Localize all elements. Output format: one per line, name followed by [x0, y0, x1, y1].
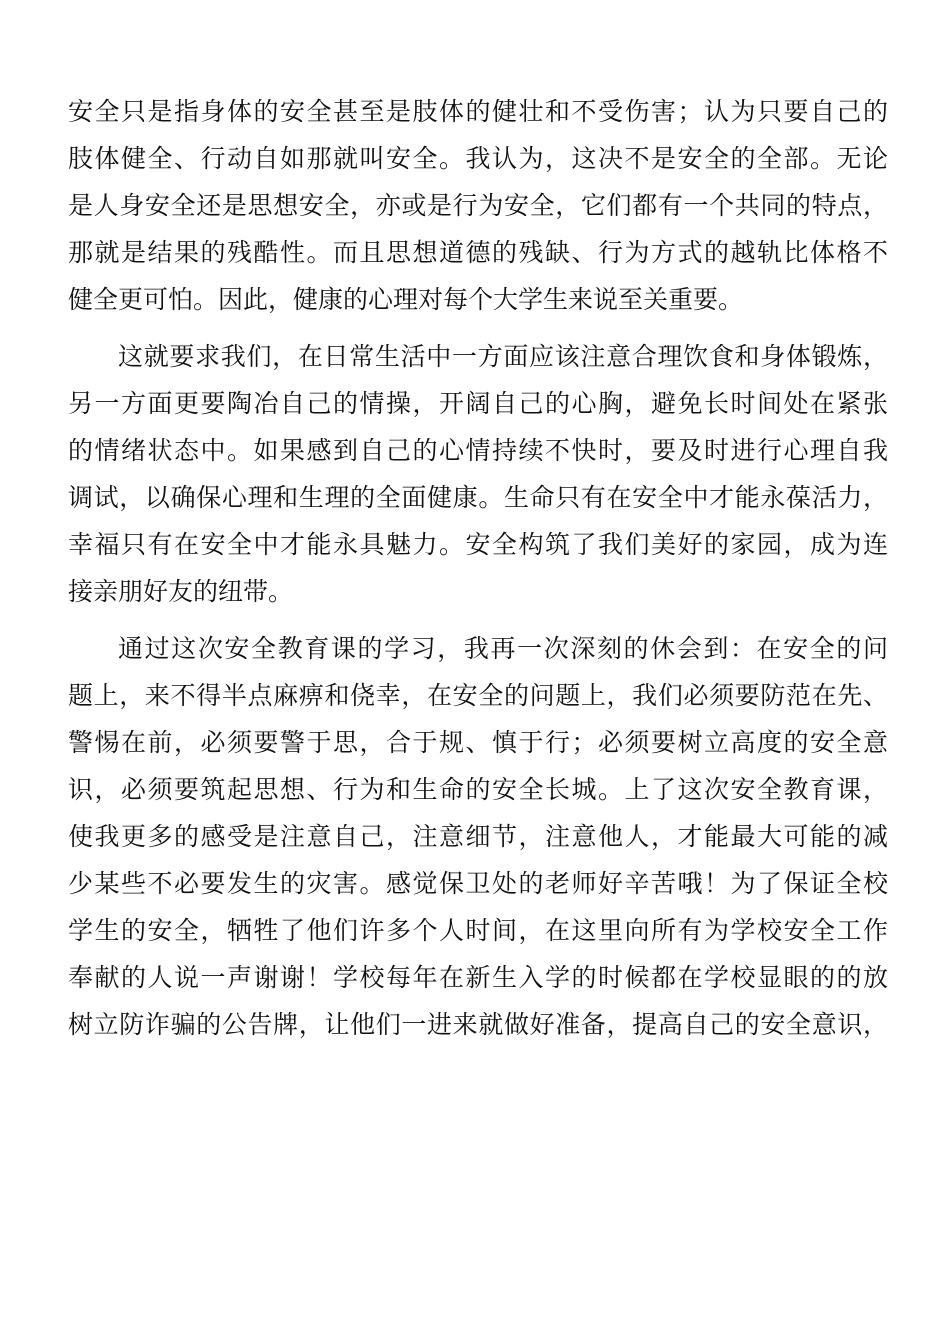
paragraph-3	[68, 625, 888, 1048]
text-line: 使我更多的感受是注意自己，注意细节，注意他人，才能最大可能的减	[68, 822, 888, 851]
paragraph-1	[68, 88, 888, 323]
text-line: 少某些不必要发生的灾害。感觉保卫处的老师好辛苦哦！为了保证全校	[68, 869, 888, 898]
text-line: 肢体健全、行动自如那就叫安全。我认为，这决不是安全的全部。无论	[68, 144, 888, 173]
text-line: 调试，以确保心理和生理的全面健康。生命只有在安全中才能永葆活力，	[68, 483, 888, 512]
document-body	[68, 88, 888, 1048]
text-line: 是人身安全还是思想安全，亦或是行为安全，它们都有一个共同的特点，	[68, 191, 888, 220]
text-line: 另一方面更要陶冶自己的情操，开阔自己的心胸，避免长时间处在紧张	[68, 389, 888, 418]
text-line: 奉献的人说一声谢谢！学校每年在新生入学的时候都在学校显眼的的放	[68, 963, 888, 992]
text-line: 那就是结果的残酷性。而且思想道德的残缺、行为方式的越轨比体格不	[68, 238, 888, 267]
text-line: 接亲朋好友的纽带。	[68, 577, 294, 606]
text-line: 学生的安全，牺牲了他们许多个人时间，在这里向所有为学校安全工作	[68, 916, 888, 945]
text-line: 幸福只有在安全中才能永具魅力。安全构筑了我们美好的家园，成为连	[68, 530, 888, 559]
text-line: 这就要求我们，在日常生活中一方面应该注意合理饮食和身体锻炼，	[118, 342, 888, 371]
text-line: 题上，来不得半点麻痹和侥幸，在安全的问题上，我们必须要防范在先、	[68, 681, 888, 710]
text-line: 树立防诈骗的公告牌，让他们一进来就做好准备，提高自己的安全意识，	[68, 1010, 888, 1039]
text-line: 通过这次安全教育课的学习，我再一次深刻的休会到：在安全的问	[118, 634, 888, 663]
paragraph-2	[68, 333, 888, 615]
text-line: 安全只是指身体的安全甚至是肢体的健壮和不受伤害；认为只要自己的	[68, 97, 888, 126]
text-line: 识，必须要筑起思想、行为和生命的安全长城。上了这次安全教育课，	[68, 775, 888, 804]
text-line: 健全更可怕。因此，健康的心理对每个大学生来说至关重要。	[68, 285, 744, 314]
text-line: 警惕在前，必须要警于思，合于规、慎于行；必须要树立高度的安全意	[68, 728, 888, 757]
text-line: 的情绪状态中。如果感到自己的心情持续不快时，要及时进行心理自我	[68, 436, 888, 465]
